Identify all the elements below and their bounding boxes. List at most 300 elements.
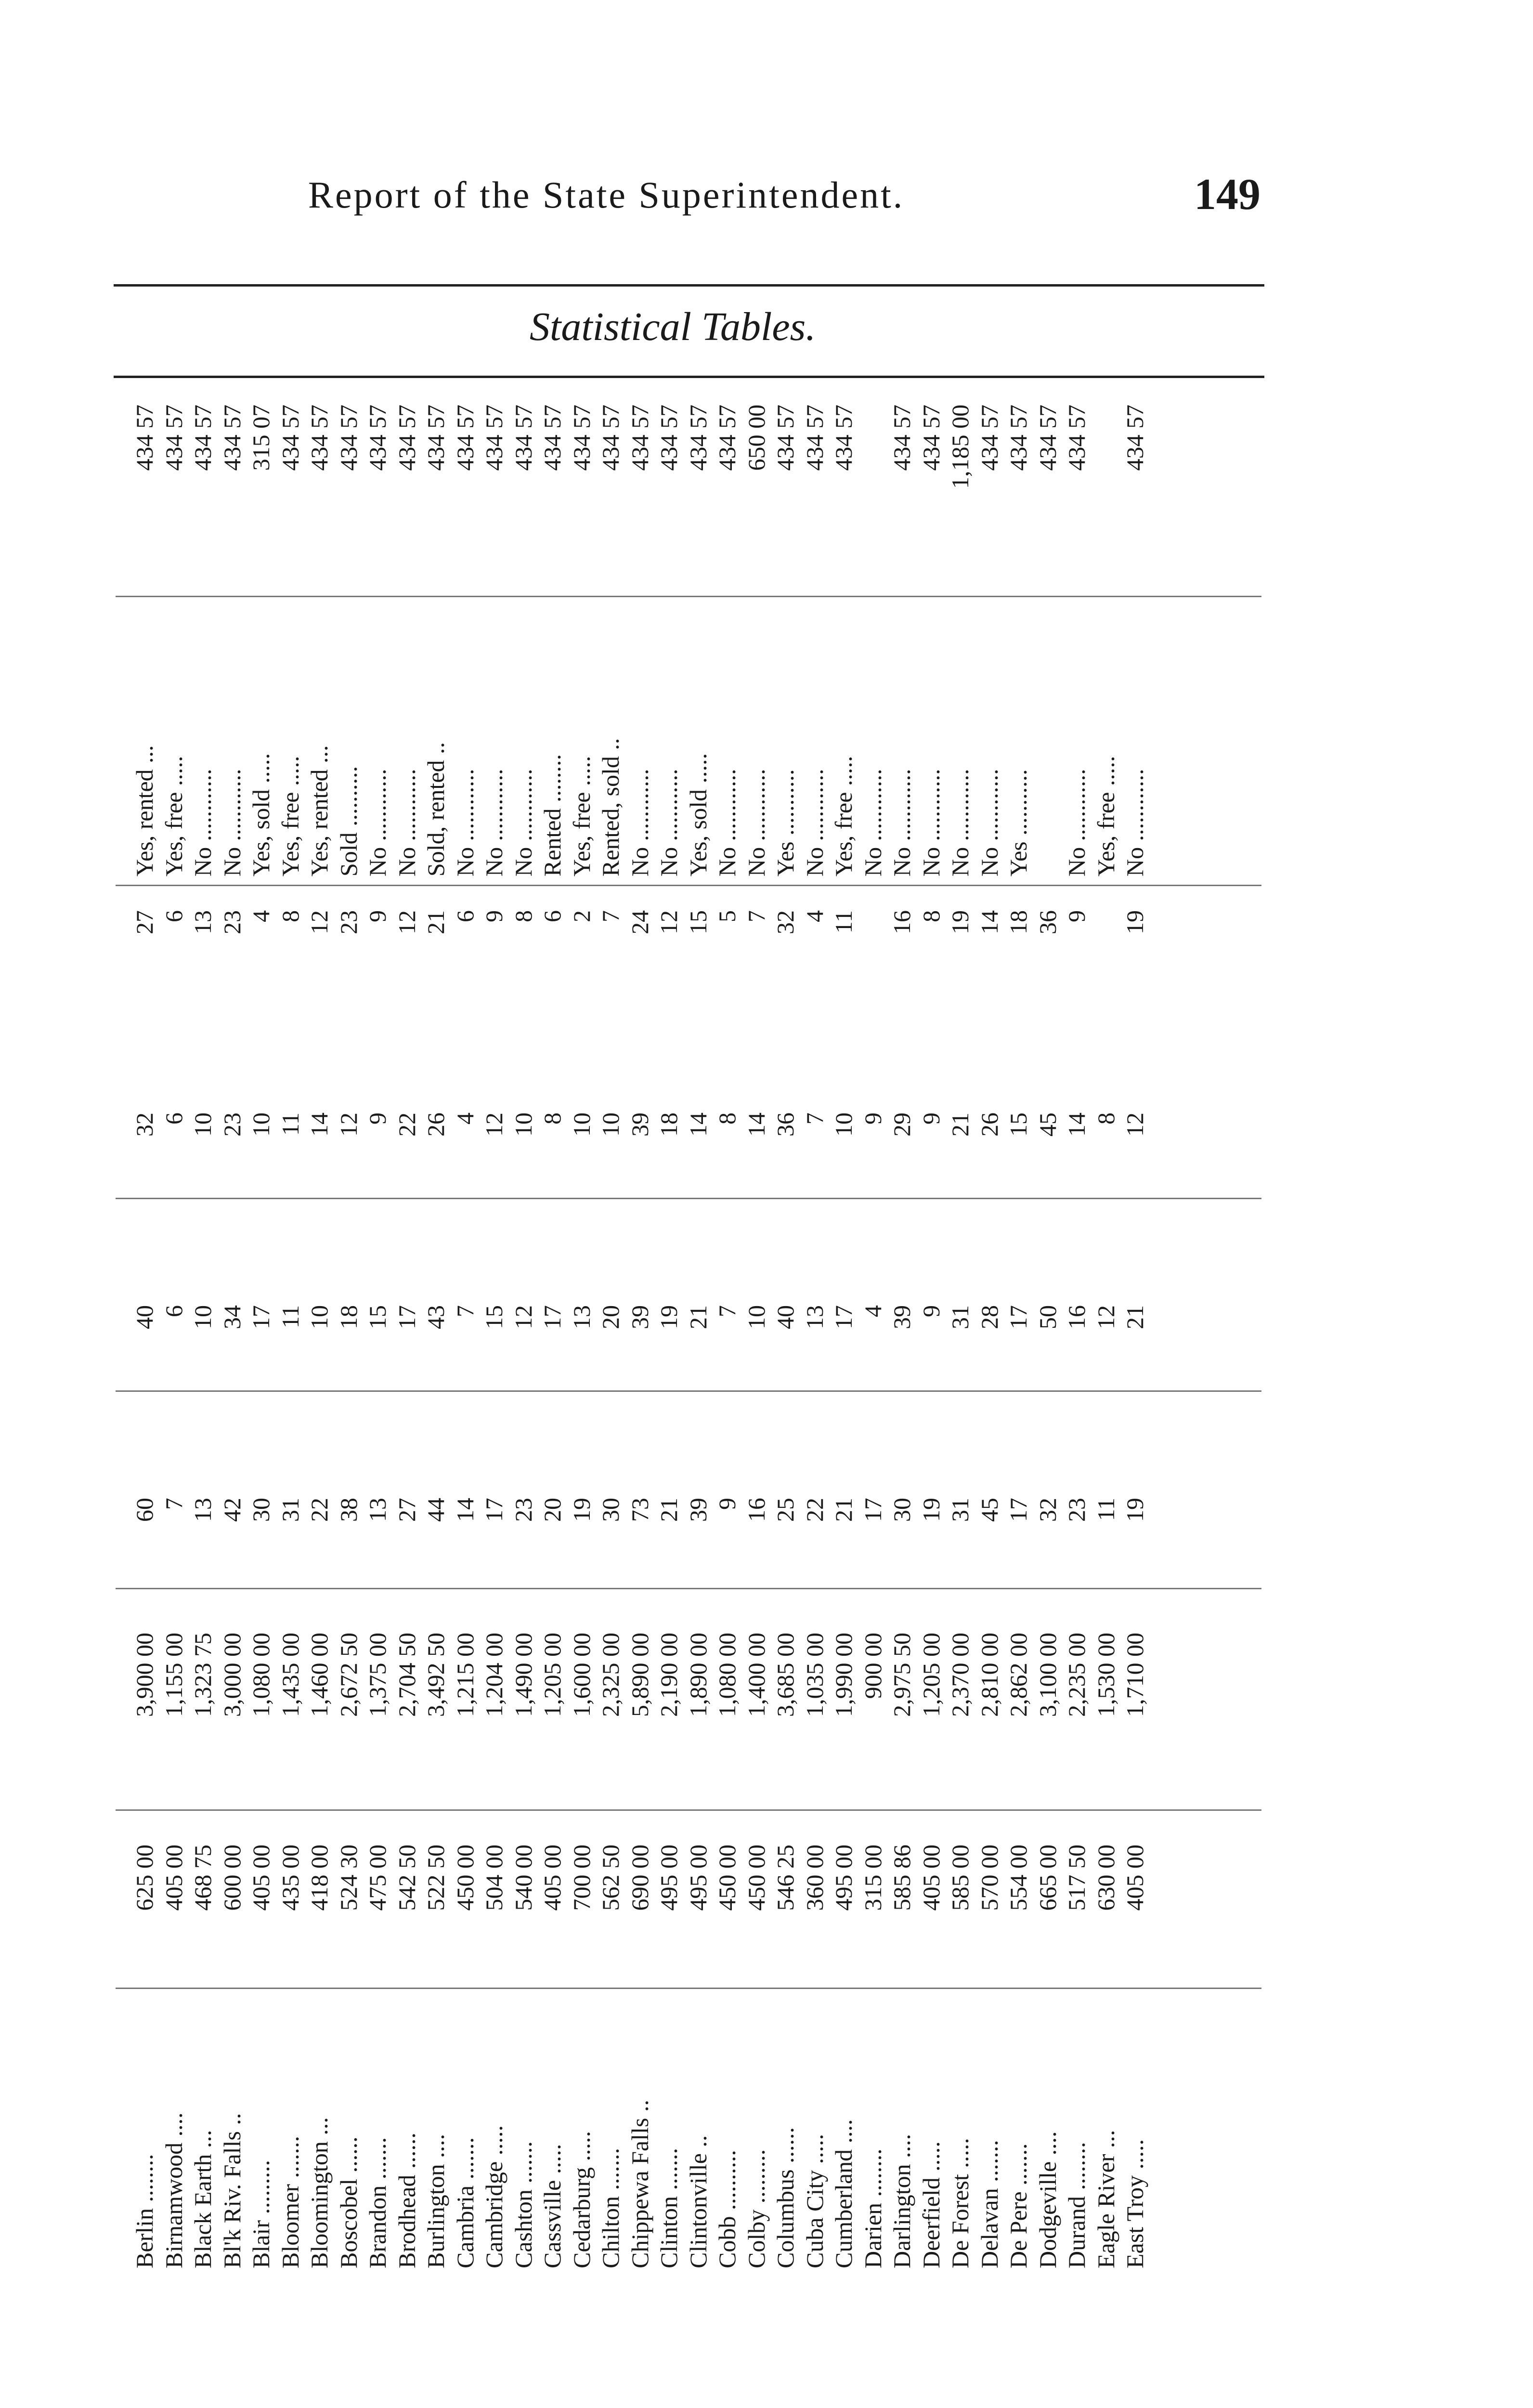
amount-cell: 434 57: [393, 405, 420, 471]
table-row: [305, 380, 334, 2273]
town-name: Cedarburg .....: [568, 2131, 595, 2268]
amount-cell: 434 57: [539, 405, 566, 471]
town-name: Delavan .......: [975, 2140, 1003, 2268]
table-row: [1033, 380, 1062, 2273]
header-rule: [114, 284, 1264, 287]
amount-cell: 434 57: [1034, 405, 1061, 471]
town-name: Brandon .......: [364, 2137, 391, 2268]
amount-cell: 434 57: [481, 405, 507, 471]
salary-cell: 405 00: [1121, 1845, 1148, 1911]
count-cell: 23: [1063, 1498, 1090, 1522]
salary-cell: 585 00: [947, 1845, 974, 1911]
town-name: Black Earth ...: [189, 2130, 216, 2268]
total-cell: 1,215 00: [451, 1633, 479, 1717]
table-row: [800, 380, 829, 2273]
count-cell: 7: [742, 910, 770, 922]
count-cell: 15: [481, 1305, 507, 1329]
salary-cell: 450 00: [714, 1845, 741, 1911]
count-cell: 27: [131, 910, 158, 934]
library-cell: No ............: [917, 769, 945, 877]
town-name: Brodhead ......: [393, 2133, 420, 2268]
amount-cell: 434 57: [626, 405, 653, 471]
count-cell: 21: [1121, 1305, 1148, 1329]
town-name: Bloomer .......: [276, 2136, 304, 2268]
count-cell: 40: [131, 1305, 158, 1329]
library-cell: No ............: [393, 769, 420, 877]
table-row: [567, 380, 596, 2273]
library-cell: No ............: [189, 769, 216, 877]
count-cell: 13: [801, 1305, 828, 1329]
count-cell: 19: [917, 1498, 945, 1522]
count-cell: 9: [917, 1305, 945, 1317]
count-cell: 9: [364, 1112, 391, 1125]
salary-cell: 475 00: [364, 1845, 391, 1911]
table-row: [1004, 380, 1033, 2273]
count-cell: 32: [772, 910, 799, 934]
count-cell: 26: [975, 1112, 1003, 1137]
library-cell: No ............: [626, 769, 653, 877]
library-cell: No ............: [509, 769, 537, 877]
salary-cell: 700 00: [568, 1845, 595, 1911]
town-name: Birnamwood ....: [160, 2112, 187, 2268]
salary-cell: 315 00: [859, 1845, 886, 1911]
count-cell: 21: [684, 1305, 712, 1329]
total-cell: 1,530 00: [1092, 1633, 1119, 1717]
table-row: [625, 380, 654, 2273]
count-cell: 7: [801, 1112, 828, 1125]
library-cell: No ............: [1121, 769, 1148, 877]
table-row: [247, 380, 275, 2273]
town-name: Cassville .....: [539, 2144, 566, 2268]
count-cell: 8: [1092, 1112, 1119, 1125]
total-cell: 1,890 00: [684, 1633, 712, 1717]
town-name: Cuba City .....: [801, 2133, 828, 2268]
count-cell: 21: [655, 1498, 682, 1522]
salary-cell: 468 75: [189, 1845, 216, 1911]
library-cell: Yes, free .....: [160, 756, 187, 877]
amount-cell: 434 57: [1121, 405, 1148, 471]
salary-cell: 542 50: [393, 1845, 420, 1911]
salary-cell: 524 30: [335, 1845, 362, 1911]
table-row: [596, 380, 625, 2273]
amount-cell: 1,185 00: [947, 405, 974, 489]
table-row: [742, 380, 771, 2273]
count-cell: 21: [947, 1112, 974, 1137]
count-cell: 14: [684, 1112, 712, 1137]
count-cell: 7: [451, 1305, 479, 1317]
amount-cell: 434 57: [364, 405, 391, 471]
table-row: [363, 380, 392, 2273]
total-cell: 1,435 00: [276, 1633, 304, 1717]
library-cell: No ............: [947, 769, 974, 877]
count-cell: 39: [684, 1498, 712, 1522]
count-cell: 22: [801, 1498, 828, 1522]
count-cell: 18: [655, 1112, 682, 1137]
subtitle-rule: [114, 376, 1264, 378]
town-name: Chippewa Falls ..: [626, 2100, 653, 2268]
count-cell: 45: [975, 1498, 1003, 1522]
library-cell: No ............: [801, 769, 828, 877]
town-name: Blair .........: [247, 2160, 274, 2268]
count-cell: 25: [772, 1498, 799, 1522]
total-cell: 2,810 00: [975, 1633, 1003, 1717]
salary-cell: 562 50: [597, 1845, 624, 1911]
count-cell: 10: [189, 1305, 216, 1329]
count-cell: 17: [830, 1305, 857, 1329]
salary-cell: 546 25: [772, 1845, 799, 1911]
count-cell: 39: [626, 1112, 653, 1137]
library-cell: No ............: [888, 769, 915, 877]
count-cell: 9: [859, 1112, 886, 1125]
library-cell: Yes, free .....: [1092, 756, 1119, 877]
salary-cell: 450 00: [451, 1845, 479, 1911]
total-cell: 1,080 00: [247, 1633, 274, 1717]
town-name: Deerfield .....: [917, 2141, 945, 2268]
salary-cell: 495 00: [684, 1845, 712, 1911]
table-row: [218, 380, 247, 2273]
count-cell: 8: [917, 910, 945, 922]
table-row: [421, 380, 450, 2273]
table-row: [392, 380, 421, 2273]
count-cell: 7: [160, 1498, 187, 1510]
count-cell: 8: [509, 910, 537, 922]
table-row: [451, 380, 480, 2273]
count-cell: 9: [714, 1498, 741, 1510]
count-cell: 11: [830, 910, 857, 934]
salary-cell: 405 00: [539, 1845, 566, 1911]
library-cell: No ............: [714, 769, 741, 877]
town-name: Durand ........: [1063, 2142, 1090, 2268]
amount-cell: 434 57: [422, 405, 449, 471]
salary-cell: 495 00: [655, 1845, 682, 1911]
library-cell: No ............: [655, 769, 682, 877]
count-cell: 6: [160, 910, 187, 922]
count-cell: 14: [742, 1112, 770, 1137]
count-cell: 19: [1121, 910, 1148, 934]
table-row: [887, 380, 916, 2273]
salary-cell: 540 00: [509, 1845, 537, 1911]
table-row: [480, 380, 508, 2273]
count-cell: 12: [335, 1112, 362, 1137]
table-row: [1120, 380, 1149, 2273]
amount-cell: 434 57: [597, 405, 624, 471]
table-row: [713, 380, 741, 2273]
count-cell: 30: [247, 1498, 274, 1522]
town-name: Clinton .......: [655, 2147, 682, 2268]
count-cell: 44: [422, 1498, 449, 1522]
amount-cell: 434 57: [306, 405, 333, 471]
count-cell: 50: [1034, 1305, 1061, 1329]
count-cell: 31: [276, 1498, 304, 1522]
count-cell: 17: [539, 1305, 566, 1329]
table-row: [975, 380, 1004, 2273]
count-cell: 20: [539, 1498, 566, 1522]
count-cell: 7: [597, 910, 624, 922]
count-cell: 40: [772, 1305, 799, 1329]
total-cell: 1,205 00: [539, 1633, 566, 1717]
count-cell: 32: [131, 1112, 158, 1137]
salary-cell: 690 00: [626, 1845, 653, 1911]
salary-cell: 630 00: [1092, 1845, 1119, 1911]
town-name: Dodgeville ....: [1034, 2131, 1061, 2268]
count-cell: 17: [393, 1305, 420, 1329]
town-name: Cambria .......: [451, 2137, 479, 2268]
total-cell: 1,155 00: [160, 1633, 187, 1717]
count-cell: 26: [422, 1112, 449, 1137]
count-cell: 9: [364, 910, 391, 922]
salary-cell: 585 86: [888, 1845, 915, 1911]
amount-cell: 434 57: [975, 405, 1003, 471]
total-cell: 900 00: [859, 1633, 886, 1699]
count-cell: 9: [917, 1112, 945, 1125]
count-cell: 17: [1005, 1305, 1032, 1329]
total-cell: 1,460 00: [306, 1633, 333, 1717]
count-cell: 31: [947, 1498, 974, 1522]
library-cell: Sold, rented ..: [422, 742, 449, 877]
count-cell: 17: [247, 1305, 274, 1329]
count-cell: 13: [364, 1498, 391, 1522]
table-row: [276, 380, 305, 2273]
count-cell: 14: [1063, 1112, 1090, 1137]
total-cell: 1,205 00: [917, 1633, 945, 1717]
count-cell: 11: [276, 1305, 304, 1329]
count-cell: 2: [568, 910, 595, 922]
amount-cell: 434 57: [131, 405, 158, 471]
town-name: Darien ........: [859, 2148, 886, 2268]
count-cell: 23: [509, 1498, 537, 1522]
library-cell: Sold ..........: [335, 766, 362, 877]
table-row: [829, 380, 858, 2273]
table-row: [771, 380, 800, 2273]
town-name: Cobb ..........: [714, 2150, 741, 2268]
count-cell: 8: [539, 1112, 566, 1125]
count-cell: 6: [451, 910, 479, 922]
salary-cell: 504 00: [481, 1845, 507, 1911]
total-cell: 1,080 00: [714, 1633, 741, 1717]
total-cell: 5,890 00: [626, 1633, 653, 1717]
salary-cell: 522 50: [422, 1845, 449, 1911]
count-cell: 8: [276, 910, 304, 922]
count-cell: 43: [422, 1305, 449, 1329]
town-name: Cambridge .....: [481, 2125, 507, 2268]
table-row: [130, 380, 159, 2273]
table-row: [334, 380, 363, 2273]
count-cell: 19: [568, 1498, 595, 1522]
library-cell: Yes, rented ...: [131, 745, 158, 877]
count-cell: 10: [830, 1112, 857, 1137]
library-cell: No ............: [451, 769, 479, 877]
total-cell: 1,400 00: [742, 1633, 770, 1717]
running-header: Report of the State Superintendent.: [308, 174, 905, 216]
count-cell: 16: [888, 910, 915, 934]
count-cell: 32: [1034, 1498, 1061, 1522]
count-cell: 4: [801, 910, 828, 922]
amount-cell: 434 57: [888, 405, 915, 471]
count-cell: 12: [481, 1112, 507, 1137]
count-cell: 17: [481, 1498, 507, 1522]
count-cell: 12: [306, 910, 333, 934]
total-cell: 1,600 00: [568, 1633, 595, 1717]
amount-cell: 434 57: [1005, 405, 1032, 471]
library-cell: Yes, sold .....: [684, 753, 712, 877]
count-cell: 7: [714, 1305, 741, 1317]
table-row: [1091, 380, 1120, 2273]
total-cell: 1,490 00: [509, 1633, 537, 1717]
total-cell: 1,710 00: [1121, 1633, 1148, 1717]
amount-cell: 434 57: [160, 405, 187, 471]
count-cell: 10: [742, 1305, 770, 1329]
count-cell: 12: [1092, 1305, 1119, 1329]
count-cell: 19: [947, 910, 974, 934]
amount-cell: 434 57: [568, 405, 595, 471]
count-cell: 16: [742, 1498, 770, 1522]
count-cell: 12: [393, 910, 420, 934]
count-cell: 17: [859, 1498, 886, 1522]
count-cell: 21: [830, 1498, 857, 1522]
count-cell: 6: [160, 1112, 187, 1125]
library-cell: Yes ...........: [772, 769, 799, 877]
count-cell: 4: [859, 1305, 886, 1317]
count-cell: 12: [655, 910, 682, 934]
count-cell: 6: [160, 1305, 187, 1317]
count-cell: 20: [597, 1305, 624, 1329]
salary-cell: 600 00: [218, 1845, 246, 1911]
total-cell: 1,990 00: [830, 1633, 857, 1717]
town-name: De Pere .......: [1005, 2143, 1032, 2268]
total-cell: 2,370 00: [947, 1633, 974, 1717]
count-cell: 16: [1063, 1305, 1090, 1329]
salary-cell: 435 00: [276, 1845, 304, 1911]
count-cell: 10: [189, 1112, 216, 1137]
town-name: Burlington ....: [422, 2133, 449, 2268]
town-name: Clintonville ..: [684, 2135, 712, 2268]
salary-cell: 360 00: [801, 1845, 828, 1911]
count-cell: 39: [888, 1305, 915, 1329]
count-cell: 13: [189, 910, 216, 934]
salary-cell: 405 00: [160, 1845, 187, 1911]
count-cell: 13: [568, 1305, 595, 1329]
amount-cell: 434 57: [276, 405, 304, 471]
town-name: Berlin ........: [131, 2154, 158, 2268]
count-cell: 23: [218, 910, 246, 934]
table-row: [1062, 380, 1091, 2273]
library-cell: Yes, free .....: [276, 756, 304, 877]
total-cell: 3,685 00: [772, 1633, 799, 1717]
town-name: Bloomington ...: [306, 2117, 333, 2268]
table-row: [188, 380, 217, 2273]
statistical-table: [116, 380, 1261, 2273]
amount-cell: 434 57: [830, 405, 857, 471]
library-cell: Yes, free .....: [568, 756, 595, 877]
page-number: 149: [1194, 170, 1260, 219]
salary-cell: 405 00: [917, 1845, 945, 1911]
count-cell: 12: [1121, 1112, 1148, 1137]
total-cell: 1,204 00: [481, 1633, 507, 1717]
salary-cell: 570 00: [975, 1845, 1003, 1911]
total-cell: 1,323 75: [189, 1633, 216, 1717]
count-cell: 73: [626, 1498, 653, 1522]
town-name: Cashton .......: [509, 2141, 537, 2268]
count-cell: 31: [947, 1305, 974, 1329]
town-name: Cumberland ....: [830, 2119, 857, 2268]
library-cell: No ............: [742, 769, 770, 877]
total-cell: 3,000 00: [218, 1633, 246, 1717]
count-cell: 19: [1121, 1498, 1148, 1522]
count-cell: 36: [1034, 910, 1061, 934]
count-cell: 45: [1034, 1112, 1061, 1137]
table-row: [159, 380, 188, 2273]
table-row: [858, 380, 887, 2273]
total-cell: 2,235 00: [1063, 1633, 1090, 1717]
count-cell: 23: [218, 1112, 246, 1137]
count-cell: 8: [714, 1112, 741, 1125]
amount-cell: 434 57: [1063, 405, 1090, 471]
count-cell: 30: [597, 1498, 624, 1522]
amount-cell: 434 57: [335, 405, 362, 471]
amount-cell: 434 57: [684, 405, 712, 471]
amount-cell: 315 07: [247, 405, 274, 471]
salary-cell: 495 00: [830, 1845, 857, 1911]
library-cell: No ............: [364, 769, 391, 877]
library-cell: No ............: [975, 769, 1003, 877]
total-cell: 1,375 00: [364, 1633, 391, 1717]
total-cell: 1,035 00: [801, 1633, 828, 1717]
amount-cell: 434 57: [655, 405, 682, 471]
count-cell: 14: [451, 1498, 479, 1522]
count-cell: 14: [306, 1112, 333, 1137]
salary-cell: 450 00: [742, 1845, 770, 1911]
library-cell: No ............: [481, 769, 507, 877]
count-cell: 10: [306, 1305, 333, 1329]
rotated-table-body: [116, 380, 1261, 2273]
table-row: [917, 380, 946, 2273]
count-cell: 22: [306, 1498, 333, 1522]
amount-cell: 434 57: [218, 405, 246, 471]
town-name: East Troy .....: [1121, 2139, 1148, 2268]
town-name: Bl'k Riv. Falls ..: [218, 2113, 246, 2268]
total-cell: 3,100 00: [1034, 1633, 1061, 1717]
count-cell: 10: [568, 1112, 595, 1137]
section-subtitle: Statistical Tables.: [530, 304, 816, 349]
town-name: Chilton .......: [597, 2147, 624, 2268]
amount-cell: 434 57: [801, 405, 828, 471]
amount-cell: 434 57: [772, 405, 799, 471]
count-cell: 15: [684, 910, 712, 934]
library-cell: Yes, free .....: [830, 756, 857, 877]
count-cell: 17: [1005, 1498, 1032, 1522]
town-name: Colby .........: [742, 2149, 770, 2268]
count-cell: 21: [422, 910, 449, 934]
count-cell: 10: [509, 1112, 537, 1137]
table-row: [538, 380, 567, 2273]
salary-cell: 554 00: [1005, 1845, 1032, 1911]
count-cell: 39: [626, 1305, 653, 1329]
total-cell: 2,975 50: [888, 1633, 915, 1717]
count-cell: 27: [393, 1498, 420, 1522]
count-cell: 34: [218, 1305, 246, 1329]
amount-cell: 434 57: [917, 405, 945, 471]
count-cell: 19: [655, 1305, 682, 1329]
town-name: Boscobel ......: [335, 2136, 362, 2268]
salary-cell: 418 00: [306, 1845, 333, 1911]
count-cell: 23: [335, 910, 362, 934]
count-cell: 29: [888, 1112, 915, 1137]
total-cell: 2,672 50: [335, 1633, 362, 1717]
library-cell: Yes, sold .....: [247, 753, 274, 877]
total-cell: 2,325 00: [597, 1633, 624, 1717]
town-name: De Forest .....: [947, 2138, 974, 2268]
total-cell: 2,190 00: [655, 1633, 682, 1717]
